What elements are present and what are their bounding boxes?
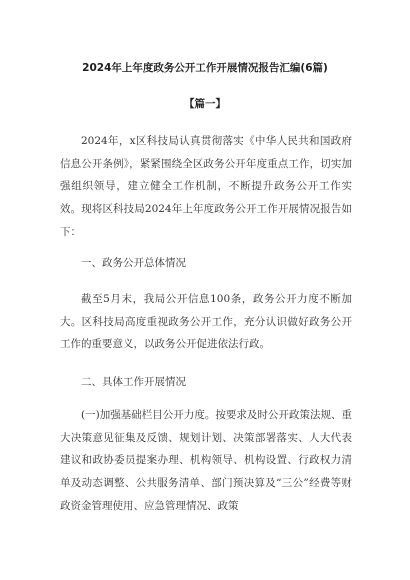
heading-overall-situation: 一、政务公开总体情况: [81, 257, 186, 269]
section-label: 【篇一】: [184, 98, 226, 110]
heading-specific-work: 二、具体工作开展情况: [81, 376, 186, 388]
paragraph-intro: 2024年，x区科技局认真贯彻落实《中华人民共和国政府信息公开条例》，紧紧围绕全区政务公开年度重点工作，切实加强组织领导，建立健全工作机制，不断提升政务公开工作实效。现将区科技局2024年上年度政务公开工作开展情况报告如下：: [60, 135, 352, 238]
document-title: 2024年上年度政务公开工作开展情况报告汇编(6篇): [82, 62, 328, 74]
paragraph-overall-situation: 截至5月末，我局公开信息100条，政务公开力度不断加大。区科技局高度重视政务公开工作，充分认识做好政务公开工作的重要意义，以政务公开促进依法行政。: [60, 293, 352, 351]
paragraph-specific-work: (一)加强基础栏目公开力度。按要求及时公开政策法规、重大决策意见征集及反馈、规划计划、决策部署落实、人大代表建议和政协委员提案办理、机构领导、机构设置、行政权力清单及动态调整、公共服务清单、部门预决算及“三公”经费等财政资金管理使用、应急管理情况、政策: [60, 409, 352, 512]
